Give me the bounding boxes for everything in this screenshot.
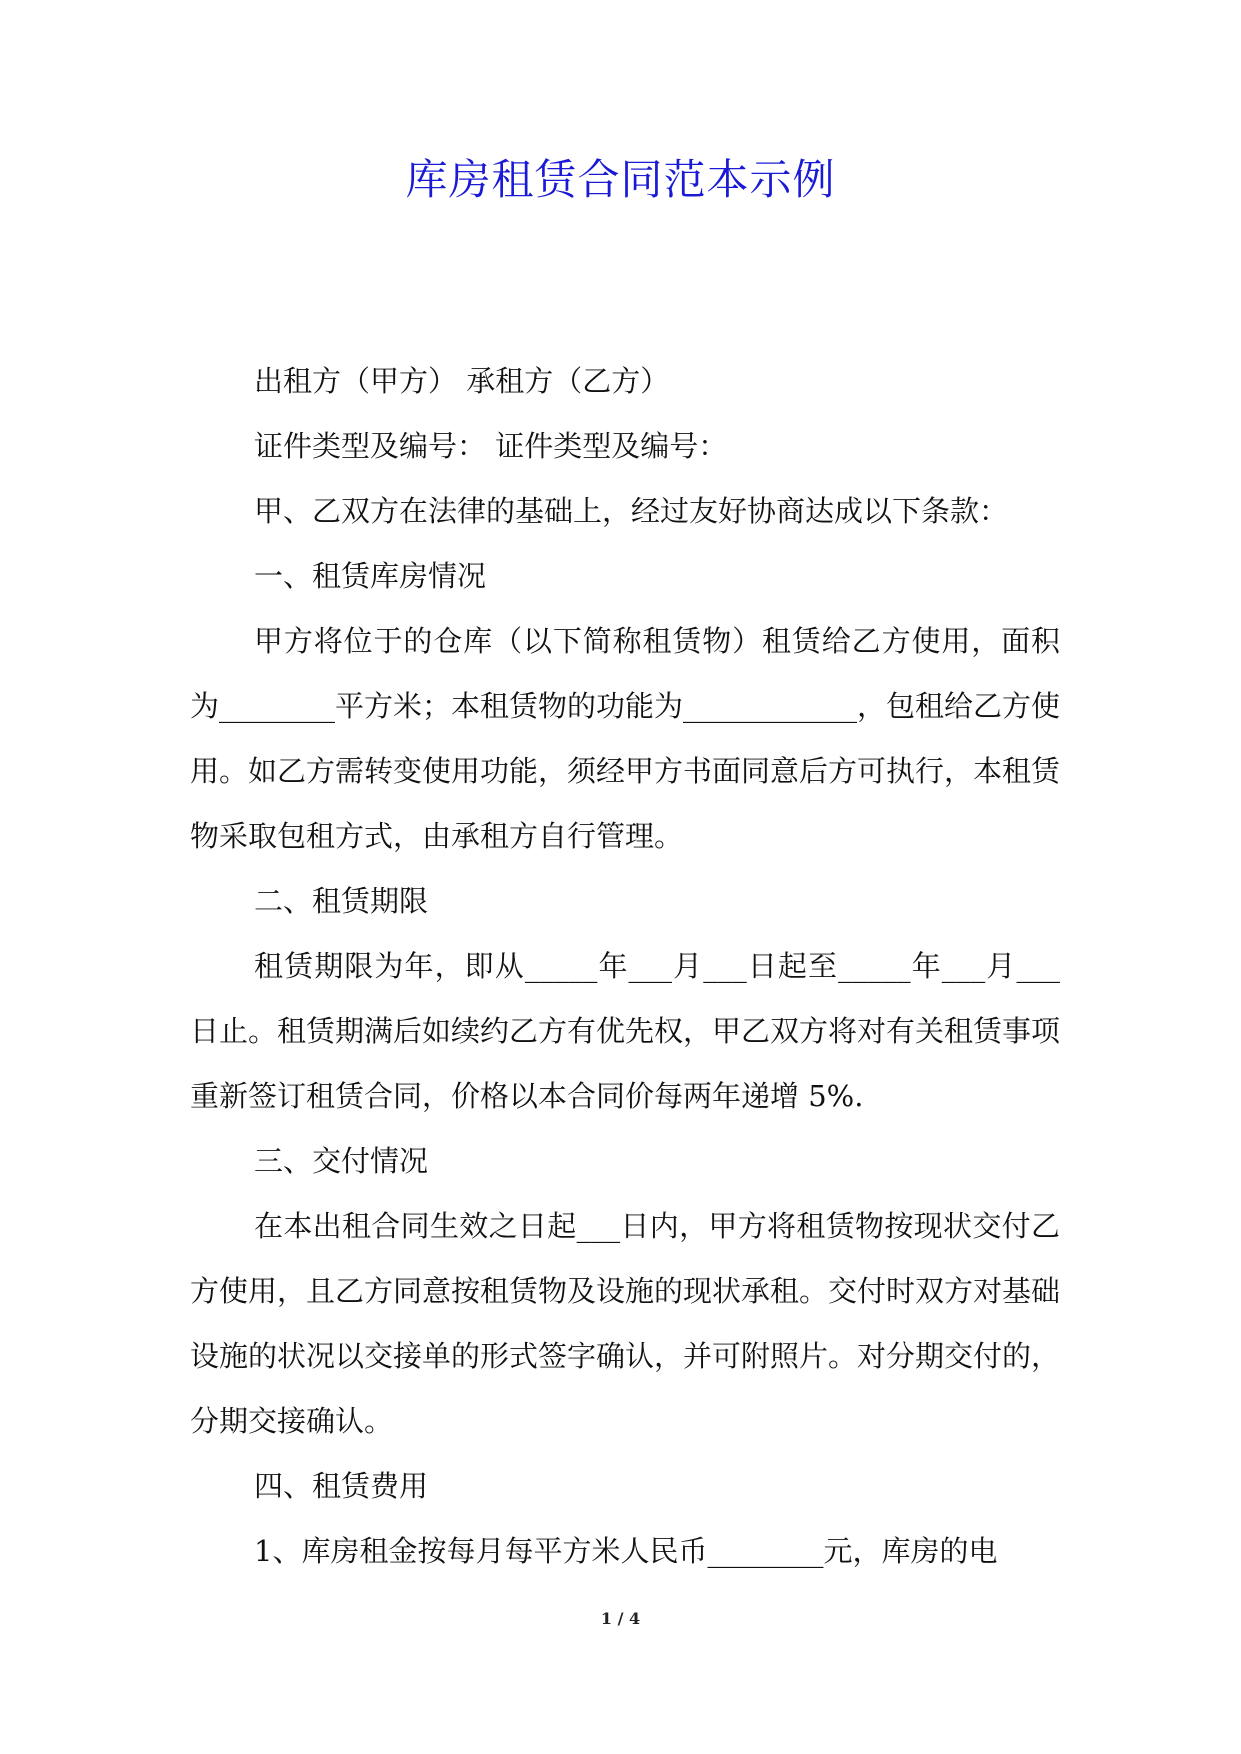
- section-1-body: 甲方将位于的仓库（以下简称租赁物）租赁给乙方使用，面积为________平方米；本租赁物的功能为____________，包租给乙方使用。如乙方需转变使用功能，须经甲方书面同意后方可执行，本租赁物采取包租方式，由承租方自行管理。: [190, 624, 1061, 853]
- section-heading-3: 三、交付情况: [254, 1144, 429, 1178]
- section-heading-2: 二、租赁期限: [254, 884, 429, 918]
- document-body: [190, 349, 1060, 1584]
- agreement-intro: 甲、乙双方在法律的基础上，经过友好协商达成以下条款：: [254, 494, 1009, 528]
- section-4-item-1: 1、库房租金按每月每平方米人民币________元，库房的电: [254, 1534, 998, 1568]
- section-heading-4: 四、租赁费用: [254, 1469, 429, 1503]
- document-title: 库房租赁合同范本示例: [405, 155, 836, 204]
- page-number: 1 / 4: [600, 1609, 641, 1628]
- id-type-line: 证件类型及编号： 证件类型及编号：: [254, 429, 728, 463]
- section-2-body: 租赁期限为年，即从_____年___月___日起至_____年___月___日止。租赁期满后如续约乙方有优先权，甲乙双方将对有关租赁事项重新签订租赁合同，价格以本合同价每两年递增 5%.: [190, 949, 1061, 1113]
- section-heading-1: 一、租赁库房情况: [254, 559, 487, 593]
- parties-line: 出租方（甲方） 承租方（乙方）: [254, 364, 670, 398]
- section-3-body: 在本出租合同生效之日起___日内，甲方将租赁物按现状交付乙方使用，且乙方同意按租赁物及设施的现状承租。交付时双方对基础设施的状况以交接单的形式签字确认，并可附照片。对分期交付的，分期交接确认。: [190, 1209, 1061, 1438]
